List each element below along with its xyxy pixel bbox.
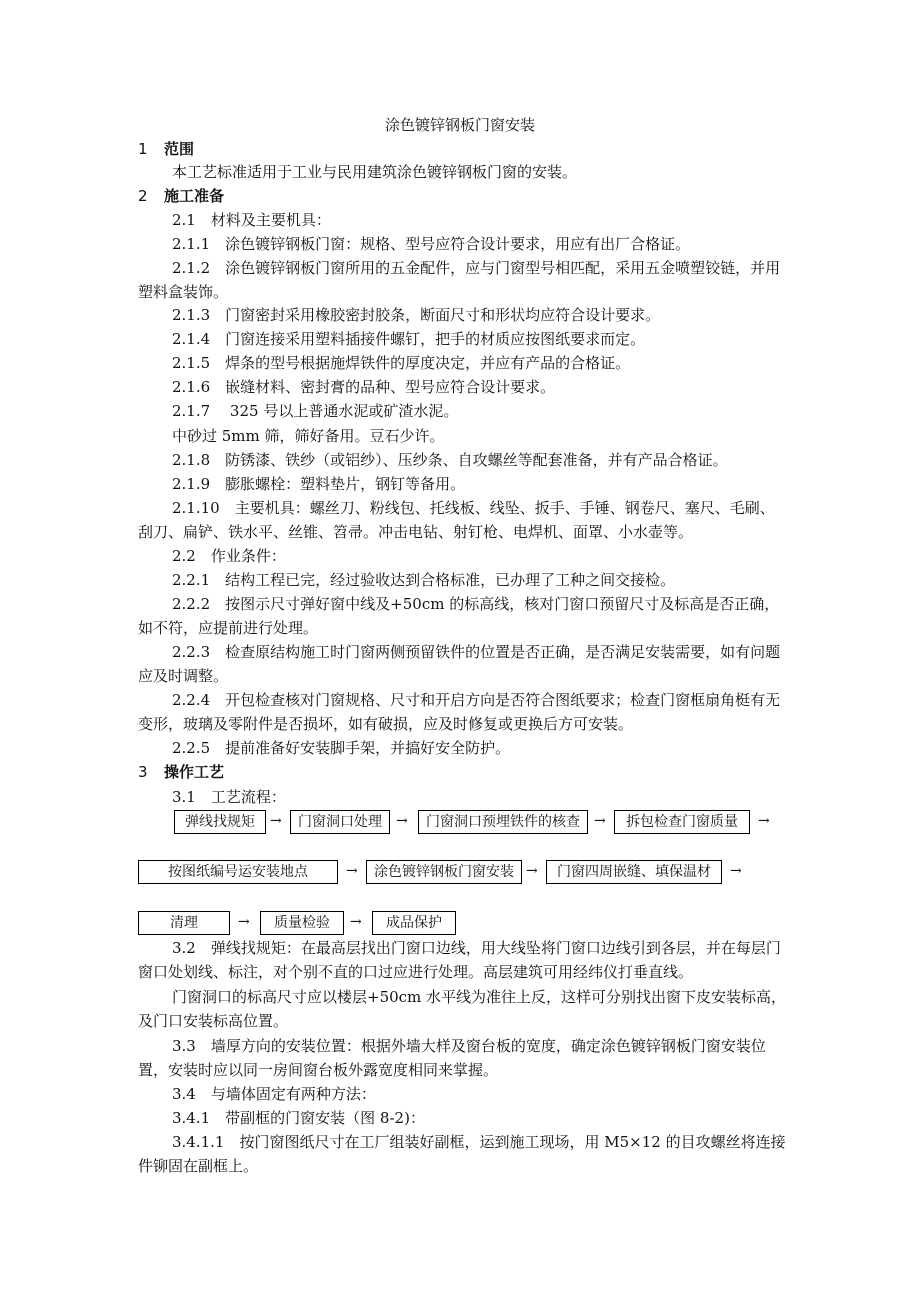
flow-arrow: → bbox=[350, 914, 362, 930]
clause-3-1: 3.1 工艺流程： bbox=[172, 788, 286, 806]
clause-2-1-6: 2.1.6 嵌缝材料、密封膏的品种、型号应符合设计要求。 bbox=[172, 378, 556, 396]
clause-2-1-1: 2.1.1 涂色镀锌钢板门窗：规格、型号应符合设计要求，用应有出厂合格证。 bbox=[172, 235, 691, 253]
section-1-heading bbox=[138, 138, 194, 160]
clause-3-2-continued: 门窗洞口的标高尺寸应以楼层+50cm 水平线为准往上反，这样可分别找出窗下皮安装标高，及门口安装标高位置。 bbox=[138, 988, 787, 1030]
flow-arrow: → bbox=[594, 813, 606, 829]
clause-2-2-2: 2.2.2 按图示尺寸弹好窗中线及+50cm 的标高线，核对门窗口预留尺寸及标高是否正确，如不符，应提前进行处理。 bbox=[138, 595, 780, 637]
section-number: 3 bbox=[138, 763, 148, 781]
flow-step-3: 门窗洞口预埋铁件的核查 bbox=[418, 810, 588, 834]
clause-2-2-4: 2.2.4 开包检查核对门窗规格、尺寸和开启方向是否符合图纸要求；检查门窗框扇角梃有无变形，玻璃及零附件是否损坏，如有破损，应及时修复或更换后方可安装。 bbox=[138, 691, 781, 733]
clause-3-4-1-1: 3.4.1.1 按门窗图纸尺寸在工厂组装好副框，运到施工现场，用 M5×12 的目攻螺丝将连接件铆固在副框上。 bbox=[138, 1133, 786, 1175]
clause-3-3: 3.3 墙厚方向的安装位置：根据外墙大样及窗台板的宽度，确定涂色镀锌钢板门窗安装位置，安装时应以同一房间窗台板外露宽度相同来掌握。 bbox=[138, 1037, 766, 1079]
flow-step-4: 拆包检查门窗质量 bbox=[614, 810, 750, 834]
flow-step-8: 清理 bbox=[138, 911, 230, 935]
paragraph: 本工艺标准适用于工业与民用建筑涂色镀锌钢板门窗的安装。 bbox=[172, 163, 578, 181]
clause-3-4-1: 3.4.1 带副框的门窗安装（图 8-2)： bbox=[172, 1109, 425, 1127]
flow-arrow: → bbox=[526, 863, 538, 879]
flow-arrow: → bbox=[396, 813, 408, 829]
clause-2-2-3: 2.2.3 检查原结构施工时门窗两侧预留铁件的位置是否正确，是否满足安装需要，如有问题应及时调整。 bbox=[138, 643, 781, 685]
clause-3-4: 3.4 与墙体固定有两种方法： bbox=[172, 1085, 376, 1103]
section-title: 操作工艺 bbox=[164, 763, 225, 781]
flow-step-9: 质量检验 bbox=[260, 911, 344, 935]
clause-2-1: 2.1 材料及主要机具： bbox=[172, 211, 331, 229]
clause-2-1-3: 2.1.3 门窗密封采用橡胶密封胶条，断面尺寸和形状均应符合设计要求。 bbox=[172, 306, 661, 324]
flow-step-7: 门窗四周嵌缝、填保温材 bbox=[546, 860, 722, 884]
section-number: 1 bbox=[138, 140, 148, 158]
clause-2-2-5: 2.2.5 提前准备好安装脚手架，并搞好安全防护。 bbox=[172, 739, 511, 757]
flow-step-5: 按图纸编号运安装地点 bbox=[138, 860, 338, 884]
clause-2-1-10: 2.1.10 主要机具：螺丝刀、粉线包、托线板、线坠、扳手、手锤、钢卷尺、塞尺、毛刷、刮刀、扁铲、铁水平、丝锥、笤帚。冲击电钻、射钉枪、电焊机、面罩、小水壶等。 bbox=[138, 499, 775, 541]
clause-2-1-7: 2.1.7 325 号以上普通水泥或矿渣水泥。 bbox=[172, 402, 459, 420]
sand-note: 中砂过 5mm 筛，筛好备用。豆石少许。 bbox=[172, 427, 445, 445]
section-2-heading bbox=[138, 185, 224, 207]
flow-arrow: → bbox=[730, 863, 742, 879]
flow-arrow: → bbox=[758, 813, 770, 829]
flow-arrow: → bbox=[346, 863, 358, 879]
flow-step-10: 成品保护 bbox=[372, 911, 456, 935]
flow-step-2: 门窗洞口处理 bbox=[290, 810, 390, 834]
flow-step-6: 涂色镀锌钢板门窗安装 bbox=[366, 860, 522, 884]
clause-2-1-4: 2.1.4 门窗连接采用塑料插接件螺钉，把手的材质应按图纸要求而定。 bbox=[172, 330, 646, 348]
flow-step-1: 弹线找规矩 bbox=[174, 810, 266, 834]
clause-2-1-9: 2.1.9 膨胀螺栓：塑料垫片，钢钉等备用。 bbox=[172, 475, 466, 493]
clause-2-2-1: 2.2.1 结构工程已完，经过验收达到合格标准，已办理了工种之间交接检。 bbox=[172, 571, 676, 589]
section-title: 范围 bbox=[164, 140, 195, 158]
section-number: 2 bbox=[138, 187, 148, 205]
document-title: 涂色镀锌钢板门窗安装 bbox=[384, 116, 535, 134]
flow-arrow: → bbox=[238, 914, 250, 930]
section-title: 施工准备 bbox=[164, 187, 225, 205]
section-3-heading bbox=[138, 761, 224, 783]
clause-2-1-2: 2.1.2 涂色镀锌钢板门窗所用的五金配件，应与门窗型号相匹配，采用五金喷塑铰链，并用塑料盒装饰。 bbox=[138, 259, 781, 301]
clause-2-2: 2.2 作业条件： bbox=[172, 547, 286, 565]
clause-3-2: 3.2 弹线找规矩：在最高层找出门窗口边线，用大线坠将门窗口边线引到各层，并在每层门窗口处划线、标注，对个别不直的口过应进行处理。高层建筑可用经纬仪打垂直线。 bbox=[138, 939, 781, 981]
clause-2-1-5: 2.1.5 焊条的型号根据施焊铁件的厚度决定，并应有产品的合格证。 bbox=[172, 354, 631, 372]
clause-2-1-8: 2.1.8 防锈漆、铁纱（或铝纱）、压纱条、自攻螺丝等配套准备，并有产品合格证。 bbox=[172, 451, 728, 469]
flow-arrow: → bbox=[270, 813, 282, 829]
